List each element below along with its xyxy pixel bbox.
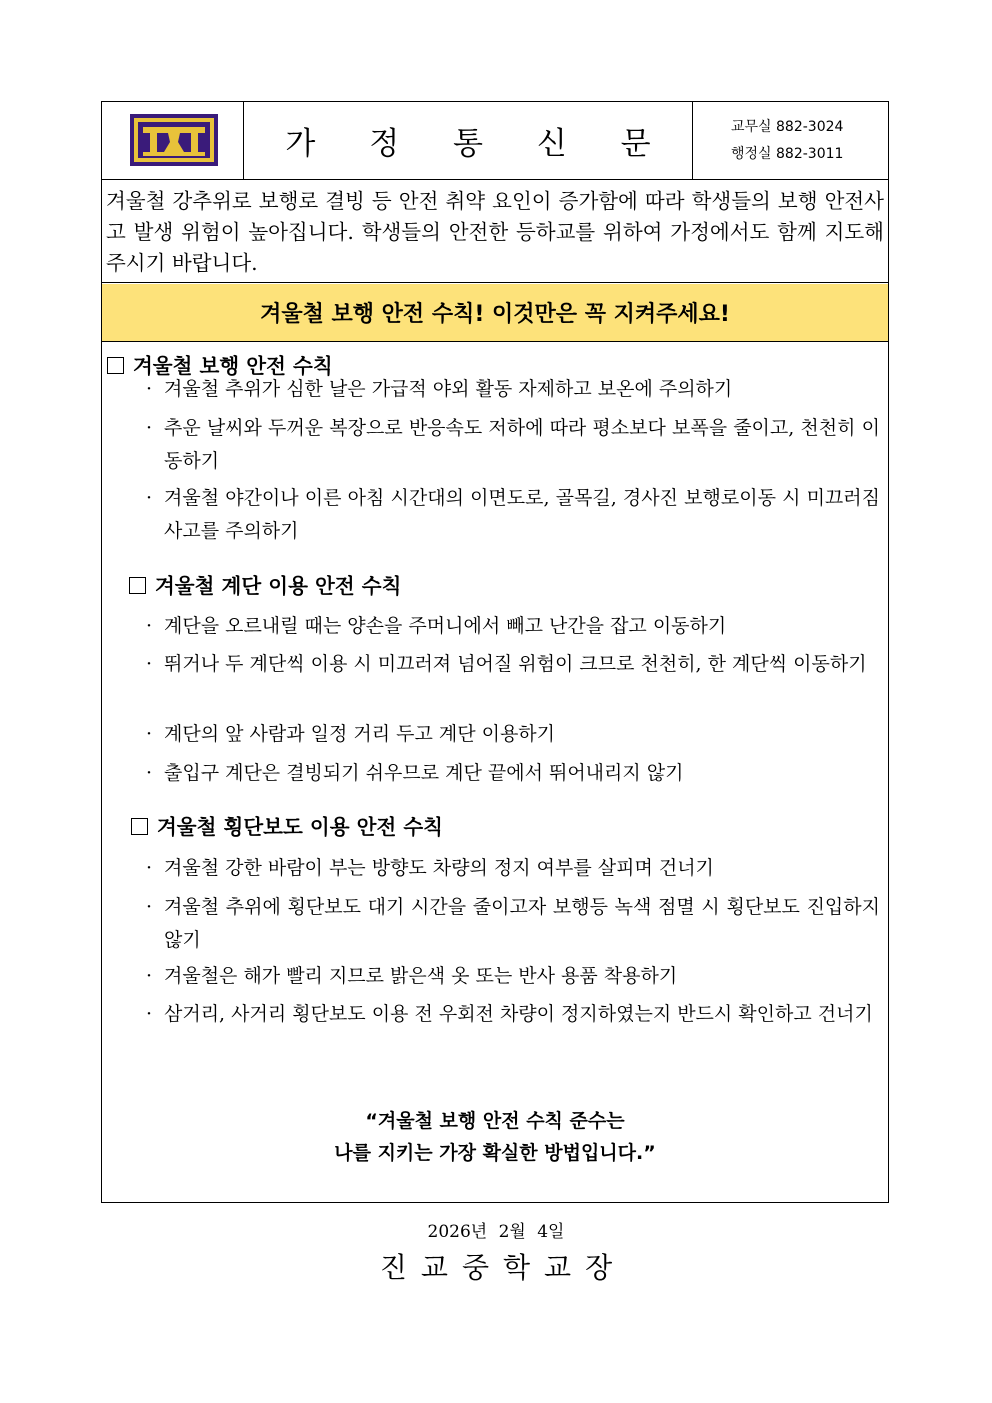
bullet-icon: · — [146, 965, 153, 987]
item-text: 겨울철은 해가 빨리 지므로 밝은색 옷 또는 반사 용품 착용하기 — [164, 965, 678, 987]
section-title-text: 겨울철 보행 안전 수칙 — [133, 354, 333, 378]
section-title-text: 겨울철 횡단보도 이용 안전 수칙 — [157, 815, 443, 839]
list-item — [146, 852, 880, 885]
checkbox-square-icon — [129, 577, 146, 594]
section-title-stairs — [129, 569, 401, 599]
closing-quote-line-2: 나를 지키는 가장 확실한 방법입니다.” — [334, 1142, 656, 1164]
contact-cell — [693, 102, 888, 179]
item-text: 겨울철 강한 바람이 부는 방향도 차량의 정지 여부를 살피며 건너기 — [164, 857, 714, 879]
issue-date: 2026년 2월 4일 — [427, 1222, 565, 1242]
item-text: 겨울철 추위가 심한 날은 가급적 야외 활동 자제하고 보온에 주의하기 — [164, 378, 733, 400]
school-emblem-icon — [130, 114, 218, 166]
item-text: 추운 날씨와 두꺼운 복장으로 반응속도 저하에 따라 평소보다 보폭을 줄이고, 천천히 이동하기 — [164, 417, 880, 472]
section-title-crosswalk — [131, 810, 443, 840]
section-title-text: 겨울철 계단 이용 안전 수칙 — [155, 574, 402, 598]
page-title: 가 정 통 신 문 — [285, 126, 673, 162]
closing-quote-line-1: “겨울철 보행 안전 수칙 준수는 — [365, 1110, 625, 1132]
bullet-icon: · — [146, 615, 153, 637]
item-text: 출입구 계단은 결빙되기 쉬우므로 계단 끝에서 뛰어내리지 않기 — [164, 762, 684, 784]
checkbox-square-icon — [107, 357, 124, 374]
contact-admin-office: 행정실 882-3011 — [731, 145, 844, 162]
item-text: 계단의 앞 사람과 일정 거리 두고 계단 이용하기 — [164, 723, 556, 745]
bullet-icon: · — [146, 653, 153, 675]
header-table — [102, 102, 888, 180]
list-item — [146, 718, 880, 751]
intro-text: 겨울철 강추위로 보행로 결빙 등 안전 취약 요인이 증가함에 따라 학생들의 보행 안전사고 발생 위험이 높아집니다. 학생들의 안전한 등하교를 위하여 가정에서도 함께 지도해 주시기 바랍니다. — [106, 189, 884, 275]
list-item — [146, 373, 880, 406]
highlight-banner — [102, 284, 888, 342]
bullet-icon: · — [146, 723, 153, 745]
item-text: 삼거리, 사거리 횡단보도 이용 전 우회전 차량이 정지하였는지 반드시 확인하고 건너기 — [164, 1003, 873, 1025]
item-text: 계단을 오르내릴 때는 양손을 주머니에서 빼고 난간을 잡고 이동하기 — [164, 615, 727, 637]
list-item — [146, 610, 880, 643]
list-item — [146, 891, 880, 957]
school-signature: 진교중학교장 — [379, 1251, 627, 1284]
bullet-icon: · — [146, 417, 153, 439]
checkbox-square-icon — [131, 818, 148, 835]
title-cell — [244, 102, 693, 179]
item-text: 뛰거나 두 계단씩 이용 시 미끄러져 넘어질 위험이 크므로 천천히, 한 계단씩 이동하기 — [164, 653, 867, 675]
newsletter-frame — [101, 101, 889, 1203]
list-item — [146, 482, 880, 548]
bullet-icon: · — [146, 1003, 153, 1025]
item-text: 겨울철 추위에 횡단보도 대기 시간을 줄이고자 보행등 녹색 점멸 시 횡단보도 진입하지 않기 — [164, 896, 880, 951]
bullet-icon: · — [146, 487, 153, 509]
item-text: 겨울철 야간이나 이른 아침 시간대의 이면도로, 골목길, 경사진 보행로이동 시 미끄러짐 사고를 주의하기 — [164, 487, 880, 542]
logo-cell — [102, 102, 244, 179]
banner-text: 겨울철 보행 안전 수칙! 이것만은 꼭 지켜주세요! — [260, 302, 730, 327]
list-item — [146, 648, 880, 681]
bullet-icon: · — [146, 378, 153, 400]
contact-academic-office: 교무실 882-3024 — [731, 118, 844, 135]
list-item — [146, 757, 880, 790]
list-item — [146, 412, 880, 478]
list-item — [146, 998, 880, 1031]
bullet-icon: · — [146, 762, 153, 784]
intro-paragraph — [102, 180, 888, 283]
bullet-icon: · — [146, 857, 153, 879]
bullet-icon: · — [146, 896, 153, 918]
list-item — [146, 960, 880, 993]
